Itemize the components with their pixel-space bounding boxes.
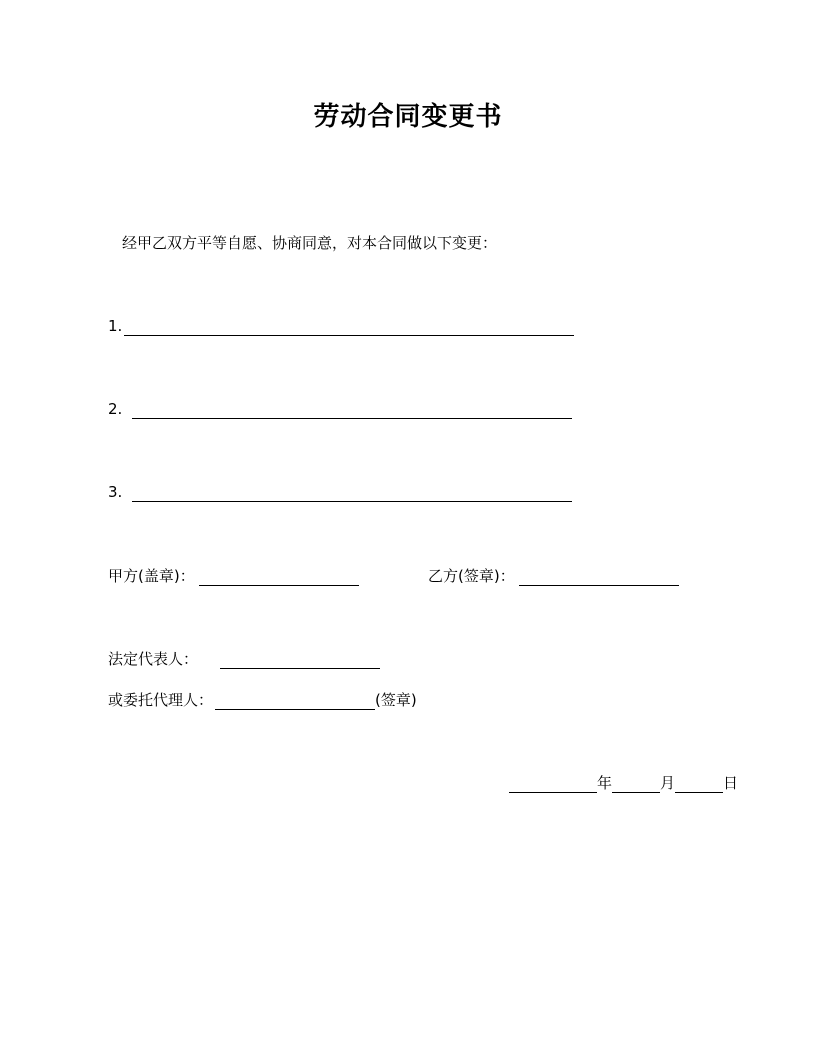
item-2-blank-line[interactable]: [132, 403, 572, 419]
year-label: 年: [597, 774, 613, 792]
party-b-blank-line[interactable]: [519, 570, 679, 586]
month-label: 月: [660, 774, 676, 792]
change-item-1: [108, 316, 574, 336]
party-b-label: 乙方(签章)：: [428, 567, 515, 585]
agent-suffix: (签章): [375, 691, 417, 709]
item-3-blank-line[interactable]: [132, 486, 572, 502]
party-a-signature: [108, 566, 359, 586]
intro-paragraph: 经甲乙双方平等自愿、协商同意，对本合同做以下变更：: [122, 234, 498, 252]
party-a-label: 甲方(盖章)：: [108, 567, 195, 585]
month-blank-line[interactable]: [612, 777, 660, 793]
day-label: 日: [723, 774, 739, 792]
party-b-signature: [428, 566, 679, 586]
item-number: 1.: [108, 317, 123, 335]
item-number: 3.: [108, 483, 123, 501]
day-blank-line[interactable]: [675, 777, 723, 793]
change-item-3: [108, 482, 572, 502]
legal-rep-label: 法定代表人：: [108, 650, 199, 668]
change-item-2: [108, 399, 572, 419]
party-a-blank-line[interactable]: [199, 570, 359, 586]
agent-blank-line[interactable]: [215, 694, 375, 710]
item-1-blank-line[interactable]: [124, 320, 574, 336]
date-line: [509, 773, 738, 793]
authorized-agent: [108, 690, 417, 710]
legal-rep-blank-line[interactable]: [220, 653, 380, 669]
item-number: 2.: [108, 400, 123, 418]
legal-representative: [108, 649, 380, 669]
year-blank-line[interactable]: [509, 777, 597, 793]
document-title: 劳动合同变更书: [313, 102, 503, 132]
agent-label: 或委托代理人：: [108, 691, 214, 709]
